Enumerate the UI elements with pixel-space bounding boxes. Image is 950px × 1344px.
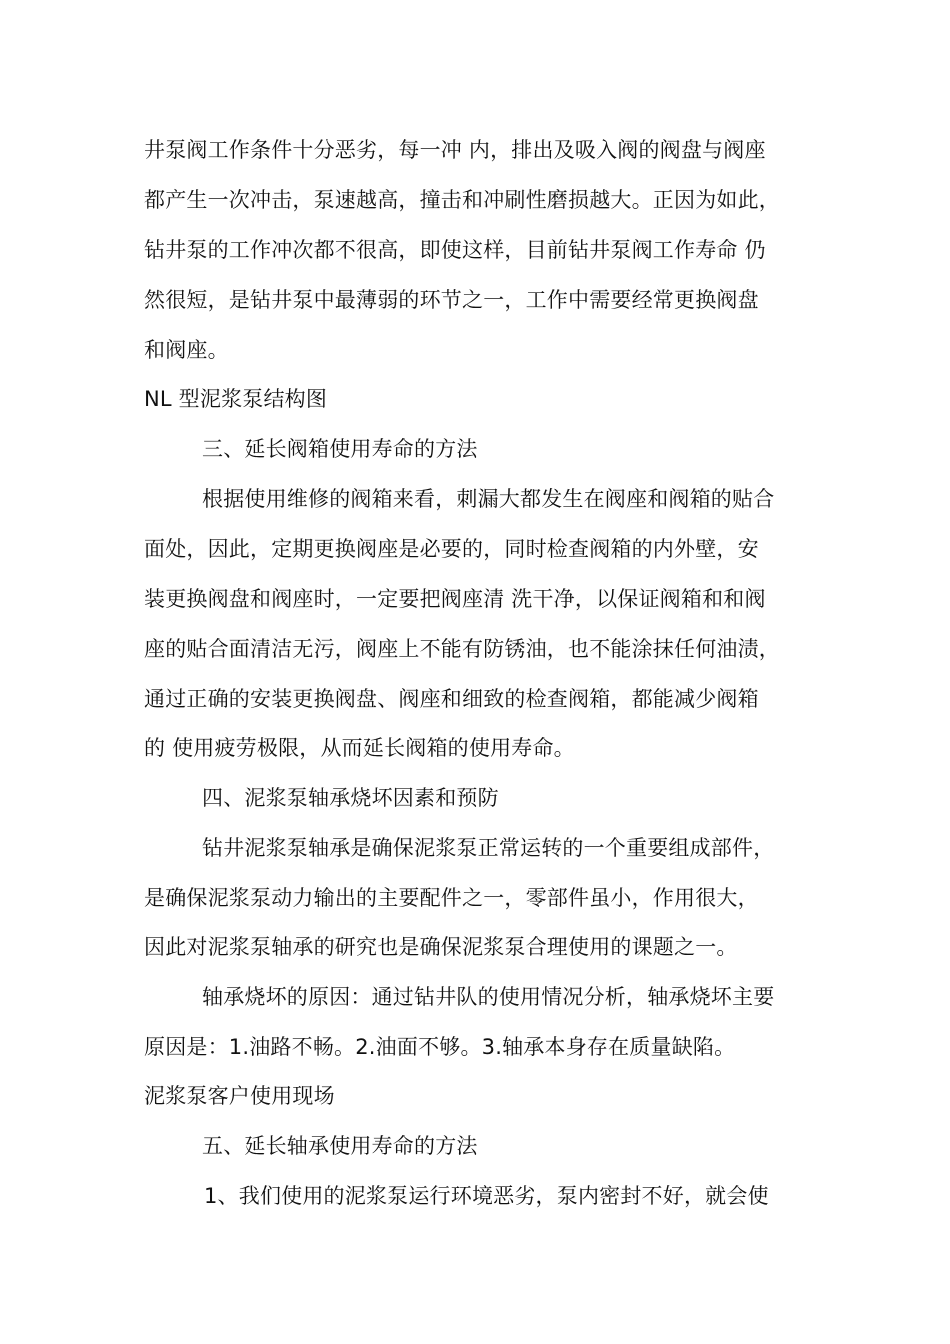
paragraph-line: 的 使用疲劳极限，从而延长阀箱的使用寿命。 (144, 736, 575, 760)
paragraph-line: 都产生一次冲击，泵速越高，撞击和冲刷性磨损越大。正因为如此， (144, 188, 780, 212)
section-heading: 三、延长阀箱使用寿命的方法 (202, 437, 478, 461)
paragraph-line: 井泵阀工作条件十分恶劣，每一冲 内，排出及吸入阀的阀盘与阀座 (144, 138, 766, 162)
paragraph-line: 根据使用维修的阀箱来看，刺漏大都发生在阀座和阀箱的贴合 (202, 487, 775, 511)
paragraph-line: 因此对泥浆泵轴承的研究也是确保泥浆泵合理使用的课题之一。 (144, 935, 738, 959)
paragraph-line: 是确保泥浆泵动力输出的主要配件之一，零部件虽小，作用很大， (144, 886, 759, 910)
paragraph-line: 和阀座。 (144, 338, 229, 362)
paragraph-line: 座的贴合面清洁无污，阀座上不能有防锈油，也不能涂抹任何油渍， (144, 637, 780, 661)
section-heading: 四、泥浆泵轴承烧坏因素和预防 (202, 786, 499, 810)
paragraph-line: 轴承烧坏的原因：通过钻井队的使用情况分析，轴承烧坏主要 (202, 985, 775, 1009)
paragraph-line: 钻井泵的工作冲次都不很高，即使这样，目前钻井泵阀工作寿命 仍 (144, 238, 766, 262)
paragraph-line: 1、我们使用的泥浆泵运行环境恶劣，泵内密封不好，就会使 (204, 1184, 769, 1208)
paragraph-line: 通过正确的安装更换阀盘、阀座和细致的检查阀箱，都能减少阀箱 (144, 687, 759, 711)
paragraph-line: 钻井泥浆泵轴承是确保泥浆泵正常运转的一个重要组成部件， (202, 836, 775, 860)
paragraph-line: 然很短，是钻井泵中最薄弱的环节之一，工作中需要经常更换阀盘 (144, 288, 759, 312)
paragraph-line: 面处，因此，定期更换阀座是必要的，同时检查阀箱的内外壁，安 (144, 537, 759, 561)
figure-caption: NL 型泥浆泵结构图 (144, 387, 328, 411)
paragraph-line: 原因是：1.油路不畅。2.油面不够。3.轴承本身存在质量缺陷。 (144, 1035, 736, 1059)
section-heading: 五、延长轴承使用寿命的方法 (202, 1134, 478, 1158)
figure-caption: 泥浆泵客户使用现场 (144, 1084, 335, 1108)
paragraph-line: 装更换阀盘和阀座时，一定要把阀座清 洗干净，以保证阀箱和和阀 (144, 587, 766, 611)
